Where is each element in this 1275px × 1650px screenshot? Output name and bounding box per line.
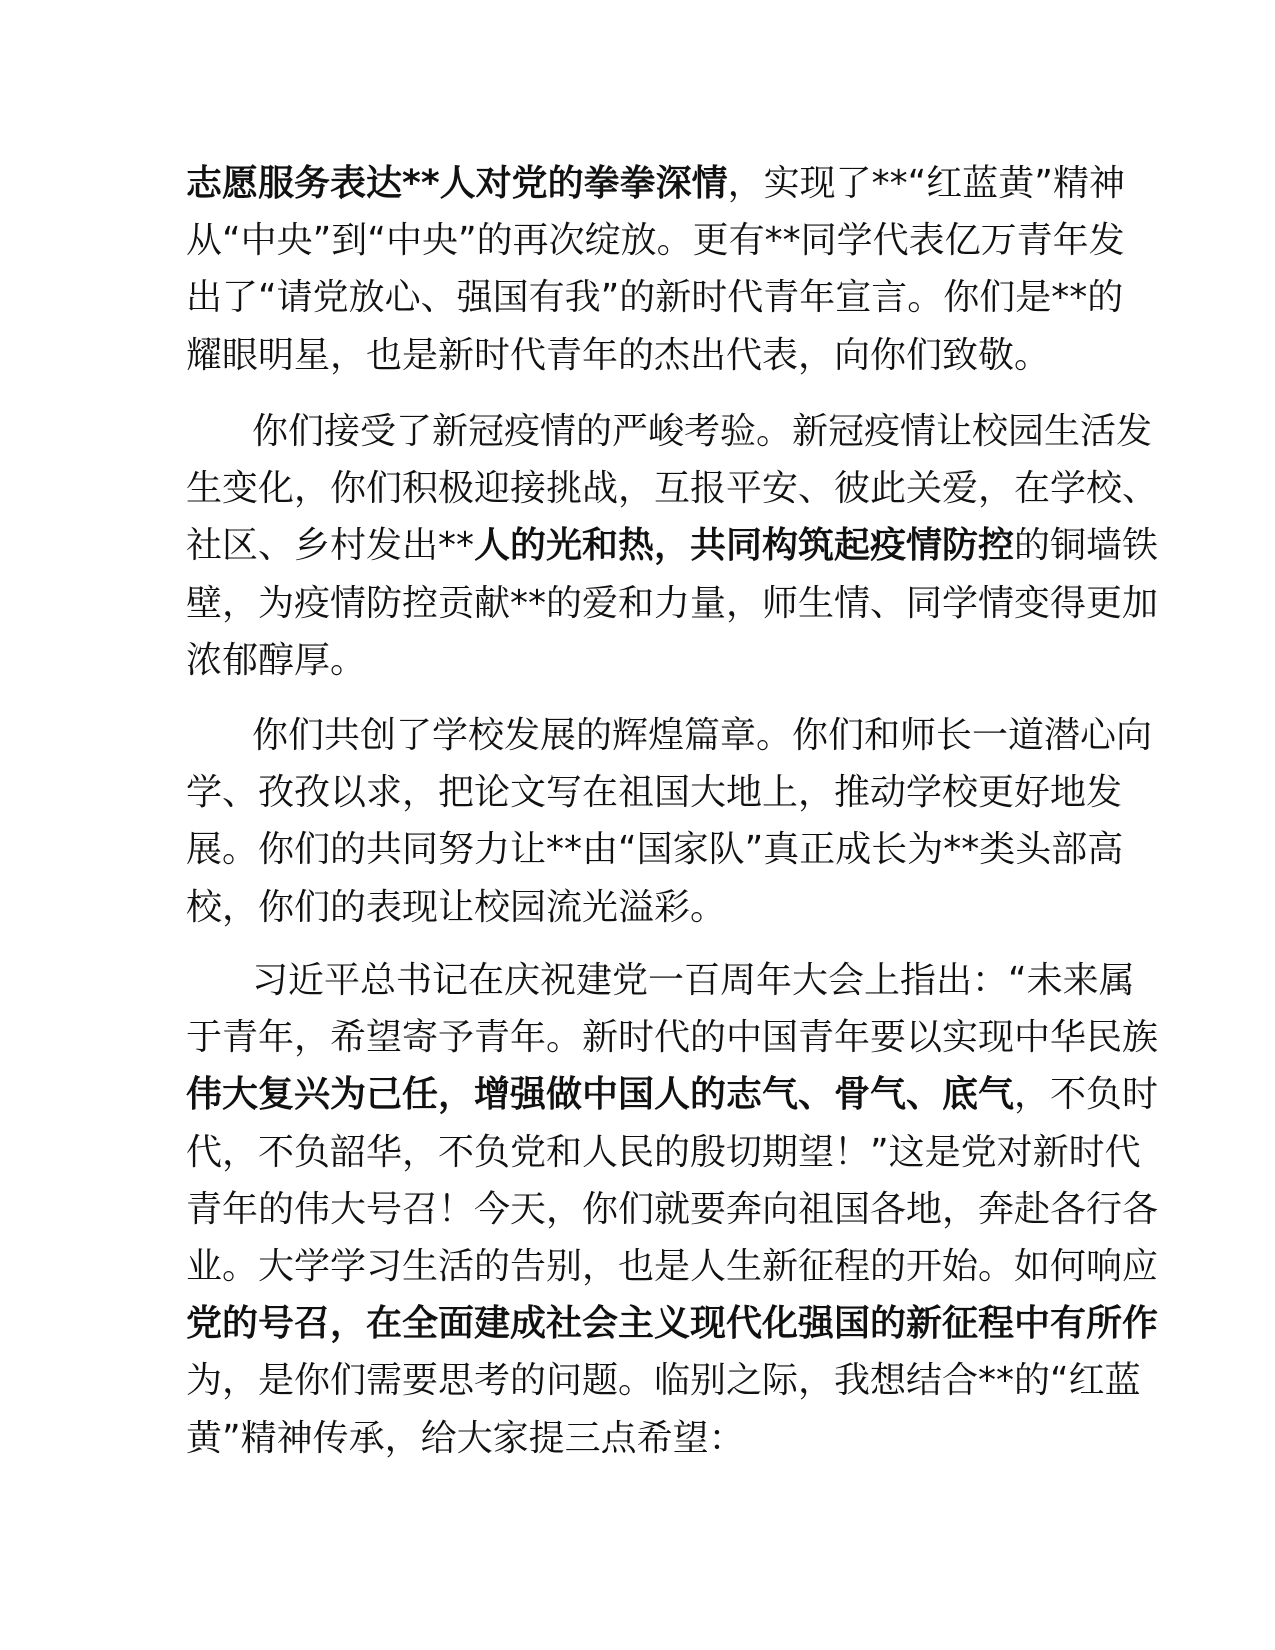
paragraph-2 bbox=[186, 403, 1158, 689]
text-line bbox=[186, 1238, 1158, 1295]
text-run: 的铜墙铁 bbox=[1014, 525, 1159, 567]
text-line bbox=[186, 1352, 1158, 1409]
text-line bbox=[186, 821, 1152, 878]
text-line bbox=[186, 403, 1158, 460]
text-run: 业。大学学习生活的告别，也是人生新征程的开始。如何响应 bbox=[186, 1245, 1159, 1287]
text-run: 壁，为疫情防控贡献**的爱和力量，师生情、同学情变得更加 bbox=[186, 582, 1159, 624]
text-line bbox=[186, 460, 1158, 517]
text-line bbox=[186, 764, 1152, 821]
text-line bbox=[186, 632, 1158, 689]
text-run: 为，是你们需要思考的问题。临别之际，我想结合**的“红蓝 bbox=[186, 1360, 1141, 1402]
text-run: 青年的伟大号召！今天，你们就要奔向祖国各地，奔赴各行各 bbox=[186, 1188, 1159, 1230]
text-run: 出了“请党放心、强国有我”的新时代青年宣言。你们是**的 bbox=[186, 277, 1124, 319]
text-line bbox=[186, 212, 1125, 269]
bold-text-run: 伟大复兴为己任，增强做中国人的志气、骨气、底气 bbox=[186, 1074, 1015, 1116]
text-run: 学、孜孜以求，把论文写在祖国大地上，推动学校更好地发 bbox=[186, 772, 1123, 814]
text-run: 从“中央”到“中央”的再次绽放。更有**同学代表亿万青年发 bbox=[186, 220, 1125, 262]
text-line bbox=[186, 879, 1152, 936]
paragraph-4 bbox=[186, 952, 1158, 1467]
text-run: 生变化，你们积极迎接挑战，互报平安、彼此关爱，在学校、 bbox=[186, 468, 1159, 510]
text-line bbox=[186, 707, 1152, 764]
text-run: 展。你们的共同努力让**由“国家队”真正成长为**类头部高 bbox=[186, 829, 1124, 871]
text-run: 黄”精神传承，给大家提三点希望： bbox=[186, 1417, 745, 1459]
text-line bbox=[186, 155, 1125, 212]
text-line bbox=[186, 952, 1158, 1009]
text-line bbox=[186, 575, 1158, 632]
text-run: ，不负时 bbox=[1014, 1074, 1159, 1116]
text-line bbox=[186, 1066, 1158, 1123]
text-run: 你们接受了新冠疫情的严峻考验。新冠疫情让校园生活发 bbox=[252, 411, 1153, 452]
text-line bbox=[186, 1124, 1158, 1181]
text-line bbox=[186, 1410, 1158, 1467]
bold-text-run: 志愿服务表达**人对党的拳拳深情 bbox=[186, 163, 728, 204]
text-run: 社区、乡村发出** bbox=[186, 525, 475, 567]
text-line bbox=[186, 327, 1125, 384]
text-line bbox=[186, 1295, 1158, 1352]
paragraph-1 bbox=[186, 155, 1125, 384]
text-run: 习近平总书记在庆祝建党一百周年大会上指出：“未来属 bbox=[252, 960, 1135, 1001]
bold-text-run: 党的号召，在全面建成社会主义现代化强国的新征程中有所作 bbox=[186, 1303, 1159, 1345]
text-line bbox=[186, 269, 1125, 326]
text-run: ，实现了**“红蓝黄”精神 bbox=[727, 163, 1125, 204]
text-line bbox=[186, 517, 1158, 574]
text-run: 校，你们的表现让校园流光溢彩。 bbox=[186, 886, 727, 928]
text-line bbox=[186, 1009, 1158, 1066]
paragraph-3 bbox=[186, 707, 1152, 936]
text-run: 耀眼明星，也是新时代青年的杰出代表，向你们致敬。 bbox=[186, 334, 1051, 376]
text-run: 于青年，希望寄予青年。新时代的中国青年要以实现中华民族 bbox=[186, 1017, 1159, 1059]
text-run: 浓郁醇厚。 bbox=[186, 639, 367, 681]
bold-text-run: 人的光和热，共同构筑起疫情防控 bbox=[474, 525, 1015, 567]
text-line bbox=[186, 1181, 1158, 1238]
text-run: 你们共创了学校发展的辉煌篇章。你们和师长一道潜心向 bbox=[252, 715, 1153, 756]
text-run: 代，不负韶华，不负党和人民的殷切期望！”这是党对新时代 bbox=[186, 1131, 1141, 1173]
